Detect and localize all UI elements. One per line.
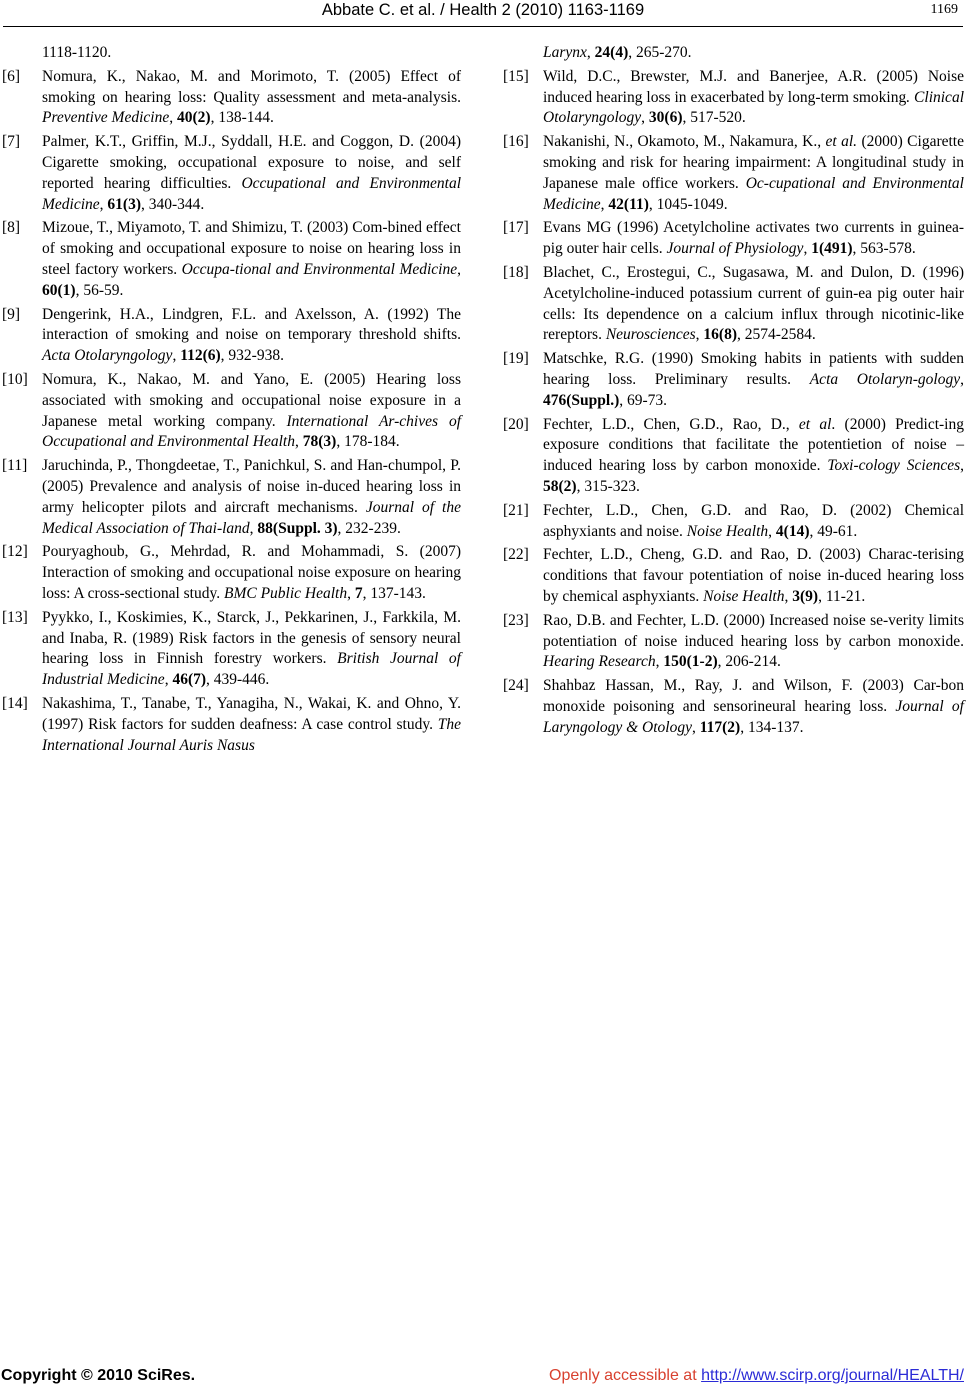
- volume-issue: 7: [354, 584, 363, 602]
- reference-entry: [503, 132, 964, 215]
- journal-title: International Ar-chives of Occupational and Environmental Health: [42, 412, 461, 451]
- journal-link[interactable]: http://www.scirp.org/journal/HEALTH/: [701, 1367, 964, 1384]
- reference-text: , 265-270.: [628, 44, 692, 61]
- reference-text: Pouryaghoub, G., Mehrdad, R. and Mohammadi, S. (2007) Interaction of smoking and occupational noise exposure on hearing loss: A cross-sectional study.: [42, 543, 461, 602]
- volume-issue: 42(11): [608, 195, 649, 213]
- reference-text: Nakanishi, N., Okamoto, M., Nakamura, K.,: [543, 133, 826, 151]
- right-column: [503, 43, 964, 742]
- reference-body: [543, 545, 964, 607]
- page-header: [0, 0, 966, 30]
- reference-text: Fechter, L.D., Cheng, G.D. and Rao, D. (2003) Charac-terising conditions that favour potentiation of noise in-duced hearing loss by chemical asphyxiants.: [543, 546, 964, 605]
- journal-title: Preventive Medicine: [42, 109, 170, 127]
- journal-title: Oc-cupational and Environmental Medicine: [543, 174, 964, 213]
- journal-title: Larynx: [543, 44, 587, 61]
- reference-text: ,: [655, 653, 664, 671]
- reference-text: Pyykko, I., Koskimies, K., Starck, J., Pekkarinen, J., Farkkila, M. and Inaba, R. (1989) Risk factors in the genesis of sensory neural hearing loss in Finnish forestry workers.: [42, 608, 461, 668]
- reference-text: , 137-143.: [362, 584, 426, 602]
- reference-body: [543, 676, 964, 738]
- volume-issue: 16(8): [703, 326, 737, 344]
- running-head: Abbate C. et al. / Health 2 (2010) 1163-1169: [321, 1, 645, 19]
- reference-text: , 11-21.: [818, 587, 866, 605]
- reference-number: [17]: [503, 219, 529, 237]
- reference-entry: [2, 218, 461, 301]
- reference-entry: [2, 694, 461, 756]
- reference-body: [42, 370, 461, 453]
- reference-body: [543, 263, 964, 346]
- page-number: 1169: [930, 2, 958, 17]
- journal-title: British Journal of Industrial Medicine: [42, 650, 461, 689]
- reference-number: [23]: [503, 611, 529, 629]
- reference-text: Wild, D.C., Brewster, M.J. and Banerjee, A.R. (2005) Noise induced hearing loss in exacerbated by long-term smoking: [543, 67, 964, 106]
- reference-entry: [2, 608, 461, 691]
- reference-list-left: [2, 67, 461, 757]
- volume-issue: 112(6): [180, 347, 221, 365]
- volume-issue: 30(6): [648, 109, 683, 127]
- volume-issue: 61(3): [107, 195, 141, 213]
- reference-body: [543, 218, 964, 260]
- journal-title: Occupational and Environmental Medicine: [42, 174, 462, 213]
- reference-number: [19]: [503, 350, 529, 368]
- reference-text: Nomura, K., Nakao, M. and Yano, E. (2005) Hearing loss associated with smoking and occupational noise exposure in a Japanese metal working company.: [42, 370, 461, 430]
- reference-entry: [503, 676, 964, 738]
- volume-issue: 24(4): [594, 44, 629, 61]
- journal-title: Journal of Physiology: [666, 240, 804, 258]
- reference-text: Blachet, C., Erostegui, C., Sugasawa, M. and Dulon, D. (1996) Acetylcholine-induced potassium current of guin-ea pig outer hair cells: Its dependence on a calcium influx through nicotinic-like rereptors.: [543, 263, 964, 344]
- page-footer: [0, 1364, 966, 1389]
- reference-entry: [503, 415, 964, 498]
- volume-issue: 60(1): [42, 281, 76, 299]
- open-access-label: Openly accessible at: [549, 1367, 702, 1384]
- copyright-notice: Copyright © 2010 SciRes.: [1, 1367, 196, 1384]
- reference-text: Nomura, K., Nakao, M. and Morimoto, T. (2005) Effect of smoking on hearing loss: Quality assessment and meta-analysis.: [42, 67, 461, 106]
- reference-text: ,: [586, 44, 595, 61]
- volume-issue: 88(Suppl. 3): [257, 519, 338, 537]
- reference-body: [543, 132, 964, 215]
- reference-text: ,: [600, 195, 609, 213]
- reference-text: Nakashima, T., Tanabe, T., Yanagiha, N., Wakai, K. and Ohno, Y. (1997) Risk factors for sudden deafness: A case control study.: [42, 694, 461, 733]
- reference-text: , 49-61.: [809, 522, 858, 540]
- reference-continuation: 1118-1120.: [42, 44, 112, 61]
- reference-number: [16]: [503, 133, 529, 151]
- reference-number: [11]: [2, 457, 28, 475]
- reference-text: ,: [695, 326, 704, 344]
- reference-entry: [2, 370, 461, 453]
- journal-title: Noise Health: [686, 522, 769, 540]
- journal-title: Journal of Laryngology & Otology: [543, 697, 964, 736]
- reference-number: [24]: [503, 677, 529, 695]
- volume-issue: 46(7): [172, 671, 207, 689]
- journal-title: Toxi-cology Sciences: [827, 457, 961, 475]
- reference-body: [543, 415, 964, 498]
- reference-text: ,: [347, 584, 355, 602]
- reference-number: [7]: [2, 133, 21, 151]
- journal-title: Acta Otolaryn-gology: [809, 370, 961, 388]
- reference-body: [42, 67, 461, 129]
- journal-title: Journal of the Medical Association of Thai-land: [42, 498, 461, 537]
- volume-issue: 58(2): [543, 477, 577, 495]
- reference-entry: [503, 263, 964, 346]
- reference-entry: [503, 501, 964, 543]
- open-access-notice: [549, 1367, 964, 1385]
- reference-text: , 439-446.: [206, 671, 270, 689]
- reference-number: [6]: [2, 67, 21, 85]
- journal-title: BMC Public Health: [223, 584, 348, 602]
- journal-title: . Clinical Otolaryngology: [543, 88, 964, 127]
- reference-text: , 232-239.: [337, 519, 401, 537]
- reference-entry: [503, 611, 964, 673]
- reference-text: Evans MG (1996) Acetylcholine activates two currents in guinea-pig outer hair cells.: [543, 219, 964, 258]
- reference-text: , 517-520.: [682, 109, 746, 127]
- reference-text: ,: [803, 240, 812, 258]
- volume-issue: 117(2): [699, 718, 741, 736]
- reference-text: ,: [768, 522, 776, 540]
- reference-number: [12]: [2, 543, 28, 561]
- reference-text: ,: [960, 370, 964, 388]
- header-rule: [3, 26, 963, 27]
- reference-text: ,: [960, 457, 965, 475]
- reference-number: [18]: [503, 263, 529, 281]
- reference-entry: [2, 456, 461, 539]
- reference-number: [20]: [503, 415, 529, 433]
- volume-issue: 1(491): [811, 240, 853, 258]
- volume-issue: 4(14): [775, 522, 810, 540]
- reference-body: [42, 305, 461, 367]
- reference-body: [42, 694, 461, 756]
- reference-text: Mizoue, T., Miyamoto, T. and Shimizu, T. (2003) Com-bined effect of smoking and occupational exposure to noise on hearing loss in steel factory workers.: [42, 219, 461, 278]
- journal-title: Occupa-tional and Environmental Medicine: [181, 260, 458, 278]
- reference-text: , 206-214.: [717, 653, 781, 671]
- reference-entry: [2, 67, 461, 129]
- reference-text: ,: [641, 109, 649, 127]
- reference-text: Fechter, L.D., Chen, G.D. and Rao, D. (2002) Chemical asphyxiants and noise.: [543, 501, 964, 540]
- reference-entry: [2, 542, 461, 604]
- reference-text: , 340-344.: [141, 195, 205, 213]
- reference-body: [42, 132, 461, 215]
- reference-number: [15]: [503, 67, 529, 85]
- volume-issue: 40(2): [176, 109, 211, 127]
- reference-text: ,: [457, 260, 461, 278]
- reference-text: ,: [249, 519, 258, 537]
- reference-text: , 563-578.: [852, 240, 916, 258]
- reference-number: [13]: [2, 608, 28, 626]
- journal-title: Acta Otolaryngology: [42, 347, 173, 365]
- reference-body: [543, 67, 964, 129]
- reference-text: , 56-59.: [75, 281, 124, 299]
- reference-text: Shahbaz Hassan, M., Ray, J. and Wilson, F. (2003) Car-bon monoxide poisoning and sensorineural hearing loss.: [543, 677, 964, 715]
- reference-body: [42, 456, 461, 539]
- reference-text: , 1045-1049.: [648, 195, 728, 213]
- journal-title: et al.: [825, 133, 858, 151]
- volume-issue: 476(Suppl.): [543, 391, 620, 409]
- reference-body: [42, 218, 461, 301]
- journal-title: The International Journal Auris Nasus: [42, 715, 461, 754]
- volume-issue: 78(3): [302, 433, 337, 451]
- reference-body: [42, 608, 461, 691]
- reference-entry: [2, 305, 461, 367]
- reference-text: Jaruchinda, P., Thongdeetae, T., Panichkul, S. and Han-chumpol, P. (2005) Prevalence and analysis of noise in-duced hearing loss in army helicopter pilots and aircraft mechanisms.: [42, 457, 461, 516]
- volume-issue: 3(9): [792, 587, 819, 605]
- reference-body: [543, 349, 964, 411]
- reference-number: [8]: [2, 219, 21, 237]
- reference-list-right: [503, 67, 964, 739]
- reference-text: Dengerink, H.A., Lindgren, F.L. and Axelsson, A. (1992) The interaction of smoking and noise on temporary threshold shifts.: [42, 305, 461, 344]
- reference-text: , 2574-2584.: [737, 326, 816, 344]
- reference-text: , 315-323.: [576, 477, 640, 495]
- reference-text: Fechter, L.D., Chen, G.D., Rao, D.,: [543, 415, 799, 433]
- journal-title: Hearing Research: [543, 653, 656, 671]
- reference-text: ,: [784, 587, 793, 605]
- reference-text: , 69-73.: [619, 391, 668, 409]
- reference-text: ,: [169, 109, 177, 127]
- reference-number: [14]: [2, 694, 28, 712]
- reference-continuation: [543, 43, 964, 64]
- reference-entry: [503, 349, 964, 411]
- reference-entry: [503, 545, 964, 607]
- reference-number: [22]: [503, 546, 529, 564]
- reference-text: , 932-938.: [220, 347, 284, 365]
- reference-entry: [2, 132, 461, 215]
- reference-text: Rao, D.B. and Fechter, L.D. (2000) Increased noise se-verity limits potentiation of noise induced hearing loss by carbon monoxide.: [543, 611, 964, 650]
- reference-body: [543, 501, 964, 543]
- reference-number: [9]: [2, 305, 21, 323]
- reference-text: , 178-184.: [336, 433, 400, 451]
- reference-text: ,: [172, 347, 181, 365]
- reference-number: [10]: [2, 370, 28, 388]
- reference-text: (2000) Cigarette smoking and risk for hearing impairment: A longitudinal study in Japanese male office workers.: [543, 133, 964, 192]
- reference-text: Matschke, R.G. (1990) Smoking habits in patients with sudden hearing loss. Preliminary results.: [543, 350, 964, 388]
- reference-text: ,: [294, 433, 303, 451]
- journal-title: et al: [798, 415, 832, 433]
- reference-entry: [503, 67, 964, 129]
- reference-text: ,: [691, 718, 700, 736]
- reference-text: , 138-144.: [210, 109, 274, 127]
- journal-title: Noise Health: [703, 587, 785, 605]
- reference-text: ,: [99, 195, 108, 213]
- left-column: [2, 43, 461, 759]
- reference-number: [21]: [503, 501, 529, 519]
- reference-text: ,: [164, 671, 173, 689]
- journal-title: Neurosciences: [605, 326, 696, 344]
- reference-text: , 134-137.: [740, 718, 804, 736]
- reference-text: Palmer, K.T., Griffin, M.J., Syddall, H.E. and Coggon, D. (2004) Cigarette smoking, occupational exposure to noise, and self reported hearing difficulties.: [42, 133, 461, 192]
- volume-issue: 150(1-2): [663, 653, 718, 671]
- reference-body: [42, 542, 461, 604]
- reference-text: . (2000) Predict-ing exposure conditions that facilitate the potentietion of noise – induced hearing loss by carbon monoxide.: [543, 415, 964, 475]
- reference-body: [543, 611, 964, 673]
- reference-entry: [503, 218, 964, 260]
